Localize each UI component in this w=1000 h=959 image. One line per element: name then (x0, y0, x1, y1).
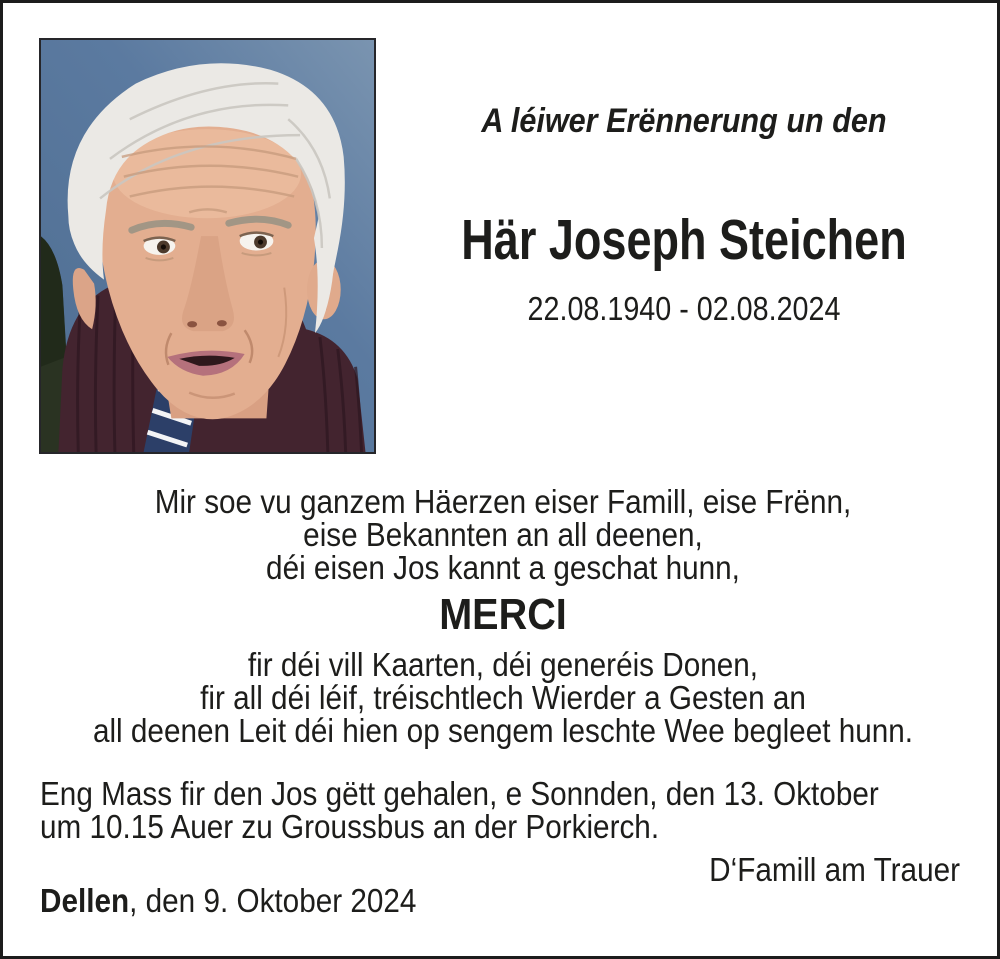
portrait-illustration (41, 40, 374, 452)
merci-heading: MERCI (439, 590, 567, 639)
memorial-intro-line: A léiwer Erënnerung un den (481, 102, 887, 140)
thanks-line: eise Bekannten an all deenen, (303, 516, 703, 553)
place-and-date (40, 884, 416, 917)
mass-announcement-line: um 10.15 Auer zu Groussbus an der Porkierch. (40, 808, 660, 845)
portrait-photo (39, 38, 376, 454)
mass-announcement-line: Eng Mass fir den Jos gëtt gehalen, e Sonnden, den 13. Oktober (40, 775, 879, 812)
thanks-paragraph-before-merci (58, 485, 947, 584)
place-name: Dellen (40, 882, 130, 919)
thanks-line: Mir soe vu ganzem Häerzen eiser Famill, eise Frënn, (154, 483, 852, 520)
family-signature: D‘Famill am Trauer (709, 851, 960, 888)
date-text: , den 9. Oktober 2024 (129, 882, 417, 919)
deceased-name: Här Joseph Steichen (461, 208, 907, 272)
thanks-paragraph-after-merci (58, 648, 947, 747)
mass-announcement (40, 777, 879, 843)
life-dates: 22.08.1940 - 02.08.2024 (527, 290, 841, 327)
thanks-line: fir all déi léif, tréischtlech Wierder a Gesten an (200, 679, 806, 716)
thanks-line: déi eisen Jos kannt a geschat hunn, (266, 549, 740, 586)
thanks-line: fir déi vill Kaarten, déi generéis Donen, (247, 646, 759, 683)
thanks-line: all deenen Leit déi hien op sengem leschte Wee begleet hunn. (92, 712, 914, 749)
